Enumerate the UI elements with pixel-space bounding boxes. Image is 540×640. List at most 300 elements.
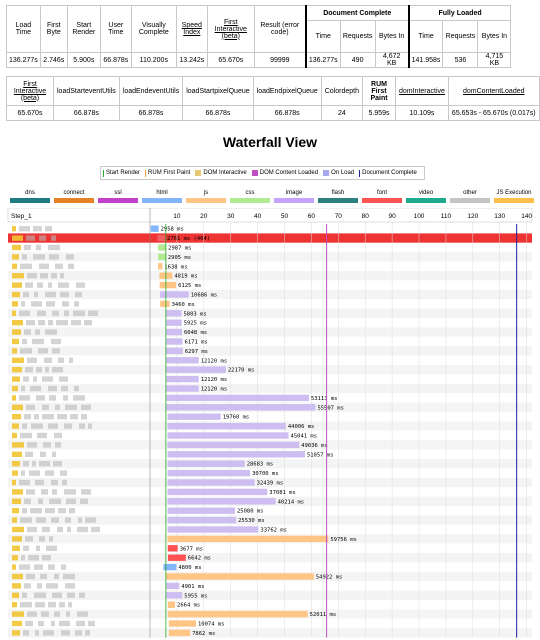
url-placeholder	[58, 282, 69, 287]
url-placeholder	[40, 273, 48, 278]
type-swatch	[10, 198, 50, 203]
url-placeholder	[30, 508, 42, 513]
type-swatch	[142, 198, 182, 203]
val-m-load-start-event: 66.878s	[54, 106, 120, 121]
url-placeholder	[12, 452, 22, 457]
url-placeholder	[68, 602, 72, 607]
url-placeholder	[84, 320, 92, 325]
url-placeholder	[44, 358, 52, 363]
request-duration-label: 32439 ms	[256, 480, 284, 487]
url-placeholder	[12, 423, 19, 428]
summary-table	[6, 5, 511, 68]
url-placeholder	[21, 555, 25, 560]
row-background	[8, 299, 532, 308]
legend-dom-interactive	[195, 170, 246, 176]
url-placeholder	[64, 311, 69, 316]
legend-label: RUM First Paint	[148, 170, 191, 176]
val-doc-time: 136.277s	[306, 53, 340, 68]
row-background	[8, 280, 532, 289]
url-placeholder	[22, 508, 27, 513]
request-duration-label: 22170 ms	[227, 367, 255, 374]
url-placeholder	[49, 254, 59, 259]
request-duration-label: 55507 ms	[317, 405, 344, 412]
url-placeholder	[39, 536, 45, 541]
url-placeholder	[88, 311, 98, 316]
url-placeholder	[33, 226, 42, 231]
hdr-doc-bytes: Bytes In	[375, 21, 409, 53]
hdr-m-load-end-event: loadEndeventUtils	[119, 77, 182, 106]
hdr-full-requests: Requests	[443, 21, 478, 53]
url-placeholder	[62, 301, 69, 306]
request-bar	[166, 583, 179, 589]
legend-document-complete	[359, 170, 417, 177]
request-bar	[166, 573, 314, 579]
request-bar	[166, 376, 199, 382]
url-placeholder	[73, 311, 85, 316]
row-background	[8, 553, 532, 562]
request-bar	[163, 564, 176, 570]
request-bar	[167, 470, 250, 476]
url-placeholder	[48, 564, 55, 569]
type-dns	[10, 190, 50, 203]
type-label: css	[245, 190, 255, 196]
row-background	[8, 591, 532, 600]
legend-label: Document Complete	[362, 170, 417, 176]
url-placeholder	[12, 574, 23, 579]
request-duration-label: 5925 ms	[183, 320, 207, 327]
val-m-load-end-event: 66.878s	[119, 106, 182, 121]
type-css	[230, 190, 270, 203]
type-label: font	[376, 190, 387, 196]
url-placeholder	[35, 630, 39, 635]
request-duration-label: 3460 ms	[171, 301, 195, 308]
url-placeholder	[59, 602, 65, 607]
request-duration-label: 45041 ms	[290, 433, 318, 440]
type-html	[142, 190, 182, 203]
url-placeholder	[54, 611, 60, 616]
hdr-m-dom-content-loaded[interactable]: domContentLoaded	[448, 77, 539, 106]
url-placeholder	[46, 301, 55, 306]
url-placeholder	[37, 583, 42, 588]
val-m-colordepth: 24	[321, 106, 362, 121]
request-bar	[160, 291, 189, 297]
val-start-render: 5.900s	[67, 53, 100, 68]
url-placeholder	[12, 499, 21, 504]
url-placeholder	[20, 348, 32, 353]
url-placeholder	[35, 602, 45, 607]
url-placeholder	[45, 470, 54, 475]
url-placeholder	[42, 414, 54, 419]
val-visually-complete: 110.200s	[131, 53, 176, 68]
type-label: JS Execution	[496, 190, 532, 196]
url-placeholder	[26, 405, 35, 410]
request-bar	[167, 479, 254, 485]
url-placeholder	[36, 367, 42, 372]
url-placeholder	[29, 470, 40, 475]
url-placeholder	[12, 442, 24, 447]
url-placeholder	[62, 480, 67, 485]
url-placeholder	[38, 320, 45, 325]
url-placeholder	[91, 527, 100, 532]
url-placeholder	[38, 499, 43, 504]
url-placeholder	[81, 414, 87, 419]
legend-rum-first-paint-swatch	[145, 170, 146, 177]
url-placeholder	[12, 367, 22, 372]
url-placeholder	[24, 583, 31, 588]
url-placeholder	[34, 593, 46, 598]
hdr-m-load-start-pixel: loadStartpixelQueue	[183, 77, 253, 106]
request-bar	[166, 320, 182, 326]
hdr-load-time: Load Time	[7, 6, 41, 53]
url-placeholder	[20, 602, 32, 607]
url-placeholder	[23, 461, 29, 466]
hdr-m-load-end-pixel: loadEndpixelQueue	[253, 77, 321, 106]
request-duration-label: 40214 ms	[277, 499, 305, 506]
url-placeholder	[12, 339, 19, 344]
request-bar	[169, 620, 196, 626]
request-bar	[167, 442, 299, 448]
url-placeholder	[70, 414, 78, 419]
url-placeholder	[39, 264, 49, 269]
request-bar	[166, 385, 199, 391]
url-placeholder	[12, 329, 21, 334]
tick-label: 80	[361, 213, 369, 220]
request-bar	[166, 357, 199, 363]
request-duration-label: 12120 ms	[200, 386, 228, 393]
legend-start-render	[103, 170, 140, 177]
url-placeholder	[26, 320, 35, 325]
type-swatch	[230, 198, 270, 203]
request-bar	[169, 630, 190, 636]
url-placeholder	[35, 329, 40, 334]
url-placeholder	[66, 611, 70, 616]
legend-dom-content-loaded	[252, 170, 318, 176]
request-duration-label: 6642 ms	[187, 555, 211, 562]
url-placeholder	[66, 499, 76, 504]
url-placeholder	[57, 527, 63, 532]
url-placeholder	[48, 602, 56, 607]
val-m-load-end-pixel: 66.878s	[253, 106, 321, 121]
url-placeholder	[12, 395, 16, 400]
val-user-time: 66.878s	[100, 53, 131, 68]
row-background	[8, 346, 532, 355]
url-placeholder	[57, 414, 67, 419]
type-swatch	[186, 198, 226, 203]
row-background	[8, 337, 532, 346]
type-label: other	[463, 190, 477, 196]
url-placeholder	[56, 320, 68, 325]
url-placeholder	[21, 470, 25, 475]
request-duration-label: 7862 ms	[192, 630, 216, 637]
tick-label: 40	[253, 213, 262, 220]
url-placeholder	[75, 630, 82, 635]
row-background	[8, 243, 532, 252]
url-placeholder	[27, 358, 37, 363]
type-label: video	[418, 190, 434, 196]
url-placeholder	[39, 235, 46, 240]
url-placeholder	[27, 273, 37, 278]
request-bar	[158, 254, 166, 260]
url-placeholder	[36, 517, 46, 522]
url-placeholder	[22, 593, 27, 598]
url-placeholder	[67, 527, 71, 532]
url-placeholder	[63, 395, 68, 400]
url-placeholder	[52, 452, 56, 457]
request-duration-label: 2987 ms	[168, 245, 192, 252]
request-bar	[166, 367, 226, 373]
url-placeholder	[80, 499, 88, 504]
row-background	[8, 262, 532, 271]
url-placeholder	[37, 282, 43, 287]
request-duration-label: 53113 ms	[310, 395, 338, 402]
tick-label: 110	[440, 213, 452, 220]
waterfall-title: Waterfall View	[222, 134, 318, 150]
url-placeholder	[12, 301, 18, 306]
row-background	[8, 544, 532, 553]
url-placeholder	[12, 517, 17, 522]
legend-label: On Load	[331, 170, 355, 176]
hdr-speed-index[interactable]: Speed Index	[176, 6, 207, 53]
request-duration-label: 4819 ms	[174, 273, 198, 280]
url-placeholder	[74, 386, 79, 391]
url-placeholder	[42, 527, 50, 532]
url-placeholder	[58, 358, 64, 363]
type-font	[362, 190, 402, 203]
request-bar	[167, 461, 244, 467]
hdr-full-bytes: Bytes In	[478, 21, 511, 53]
url-placeholder	[12, 555, 18, 560]
url-placeholder	[38, 621, 44, 626]
url-placeholder	[60, 470, 67, 475]
url-placeholder	[65, 517, 71, 522]
url-placeholder	[55, 264, 63, 269]
url-placeholder	[12, 405, 23, 410]
row-background	[8, 562, 532, 571]
row-background	[8, 365, 532, 374]
url-placeholder	[67, 593, 75, 598]
hdr-result: Result (error code)	[254, 6, 306, 53]
url-placeholder	[27, 442, 37, 447]
url-placeholder	[12, 254, 19, 259]
val-full-requests: 536	[443, 53, 478, 68]
tick-label: 120	[467, 213, 479, 220]
hdr-m-rum-first-paint: RUM First Paint	[363, 77, 396, 106]
val-full-bytes: 4,715 KB	[478, 53, 511, 68]
request-duration-label: 51057 ms	[306, 452, 334, 459]
url-placeholder	[20, 517, 32, 522]
url-placeholder	[69, 508, 75, 513]
url-placeholder	[38, 348, 48, 353]
url-placeholder	[81, 405, 91, 410]
url-placeholder	[12, 414, 21, 419]
url-placeholder	[24, 329, 31, 334]
url-placeholder	[77, 527, 88, 532]
url-placeholder	[49, 536, 53, 541]
type-swatch	[406, 198, 446, 203]
type-swatch	[54, 198, 94, 203]
type-connect	[54, 190, 94, 203]
row-background	[8, 619, 532, 628]
hdr-m-first-interactive[interactable]: First Interactive (beta)	[7, 77, 54, 106]
row-background	[8, 252, 532, 261]
url-placeholder	[43, 442, 51, 447]
url-placeholder	[25, 621, 33, 626]
url-placeholder	[31, 301, 42, 306]
hdr-first-byte: First Byte	[40, 6, 67, 53]
url-placeholder	[52, 593, 62, 598]
val-doc-bytes: 4,672 KB	[375, 53, 409, 68]
hdr-doc-time: Time	[306, 21, 340, 53]
request-bar	[167, 432, 288, 438]
tick-label: 30	[227, 213, 235, 220]
request-bar	[167, 536, 328, 542]
url-placeholder	[59, 376, 68, 381]
val-m-dom-interactive: 10.109s	[396, 106, 449, 121]
url-placeholder	[12, 593, 19, 598]
url-placeholder	[33, 254, 45, 259]
tick-label: 60	[307, 213, 316, 220]
hdr-start-render: Start Render	[67, 6, 100, 53]
type-label: dns	[25, 190, 35, 196]
url-placeholder	[12, 433, 17, 438]
tick-label: 70	[334, 213, 342, 220]
request-duration-label: 54922 ms	[315, 574, 343, 581]
url-placeholder	[22, 254, 27, 259]
row-background	[8, 581, 532, 590]
request-duration-label: 52011 ms	[309, 612, 337, 619]
type-swatch	[362, 198, 402, 203]
type-swatch	[450, 198, 490, 203]
url-placeholder	[19, 480, 30, 485]
row-background	[8, 309, 532, 318]
url-placeholder	[12, 470, 18, 475]
url-placeholder	[46, 583, 58, 588]
request-duration-label: 5803 ms	[183, 311, 207, 318]
row-background	[8, 356, 532, 365]
request-duration-label: 6297 ms	[184, 348, 209, 355]
legend-on-load-swatch	[323, 170, 329, 176]
request-bar	[167, 526, 258, 532]
url-placeholder	[39, 461, 50, 466]
url-placeholder	[33, 376, 37, 381]
request-duration-label: 25080 ms	[237, 508, 264, 515]
url-placeholder	[36, 395, 45, 400]
url-placeholder	[36, 546, 40, 551]
request-bar	[160, 282, 176, 288]
tick-label: 100	[413, 213, 425, 220]
url-placeholder	[12, 611, 24, 616]
request-bar	[166, 329, 182, 335]
request-bar	[167, 451, 304, 457]
url-placeholder	[52, 489, 57, 494]
row-background	[8, 224, 532, 233]
url-placeholder	[66, 254, 74, 259]
url-placeholder	[77, 611, 88, 616]
url-placeholder	[12, 480, 16, 485]
request-duration-label: 5955 ms	[184, 593, 208, 600]
url-placeholder	[25, 536, 33, 541]
legend-rum-first-paint	[145, 170, 190, 177]
url-placeholder	[23, 376, 29, 381]
request-bar	[160, 301, 169, 307]
url-placeholder	[26, 489, 35, 494]
legend-label: DOM Interactive	[203, 170, 247, 176]
hdr-first-interactive[interactable]: First Interactive (beta)	[207, 6, 254, 53]
url-placeholder	[64, 489, 76, 494]
url-placeholder	[55, 405, 60, 410]
row-background	[8, 271, 532, 280]
request-bar	[166, 348, 183, 354]
url-placeholder	[85, 517, 96, 522]
url-placeholder	[65, 583, 75, 588]
type-swatch	[274, 198, 314, 203]
url-placeholder	[45, 329, 57, 334]
url-placeholder	[31, 423, 43, 428]
request-duration-label: 19760 ms	[222, 414, 250, 421]
request-bar	[167, 517, 236, 523]
request-bar	[168, 611, 308, 617]
url-placeholder	[25, 282, 33, 287]
row-background	[8, 327, 532, 336]
url-placeholder	[42, 405, 49, 410]
url-placeholder	[22, 423, 27, 428]
val-doc-requests: 490	[340, 53, 375, 68]
type-label: ssl	[114, 190, 122, 196]
url-placeholder	[23, 630, 29, 635]
waterfall-header	[8, 208, 532, 222]
url-placeholder	[34, 564, 43, 569]
tick-label: 90	[388, 213, 396, 220]
url-placeholder	[12, 292, 20, 297]
url-placeholder	[55, 442, 61, 447]
url-placeholder	[63, 574, 75, 579]
tick-label: 20	[200, 213, 208, 220]
url-placeholder	[81, 489, 91, 494]
url-placeholder	[60, 292, 69, 297]
url-placeholder	[12, 630, 20, 635]
url-placeholder	[54, 433, 62, 438]
url-placeholder	[75, 292, 82, 297]
val-speed-index: 13.242s	[176, 53, 207, 68]
hdr-m-dom-interactive[interactable]: domInteractive	[396, 77, 449, 106]
url-placeholder	[37, 433, 47, 438]
legend-dom-interactive-swatch	[195, 170, 201, 176]
summary-values-row	[7, 53, 511, 68]
url-placeholder	[12, 527, 24, 532]
url-placeholder	[79, 593, 85, 598]
request-bar	[166, 310, 182, 316]
url-placeholder	[52, 311, 59, 316]
row-background	[8, 374, 532, 383]
request-duration-label: 44006 ms	[287, 424, 315, 431]
val-m-rum-first-paint: 5.959s	[363, 106, 396, 121]
url-placeholder	[52, 348, 60, 353]
url-placeholder	[74, 301, 79, 306]
request-bar	[167, 489, 267, 495]
hdr-m-load-start-event: loadStarteventUtils	[54, 77, 120, 106]
url-placeholder	[61, 564, 66, 569]
content-type-legend	[10, 190, 535, 206]
request-duration-label: 30700 ms	[252, 471, 279, 478]
url-placeholder	[36, 245, 41, 250]
request-bar	[168, 555, 186, 561]
url-placeholder	[25, 367, 33, 372]
request-duration-label: 4800 ms	[178, 565, 202, 572]
legend-dom-content-loaded-swatch	[252, 170, 258, 176]
type-flash	[318, 190, 358, 203]
request-bar	[167, 423, 285, 429]
type-image	[274, 190, 314, 203]
